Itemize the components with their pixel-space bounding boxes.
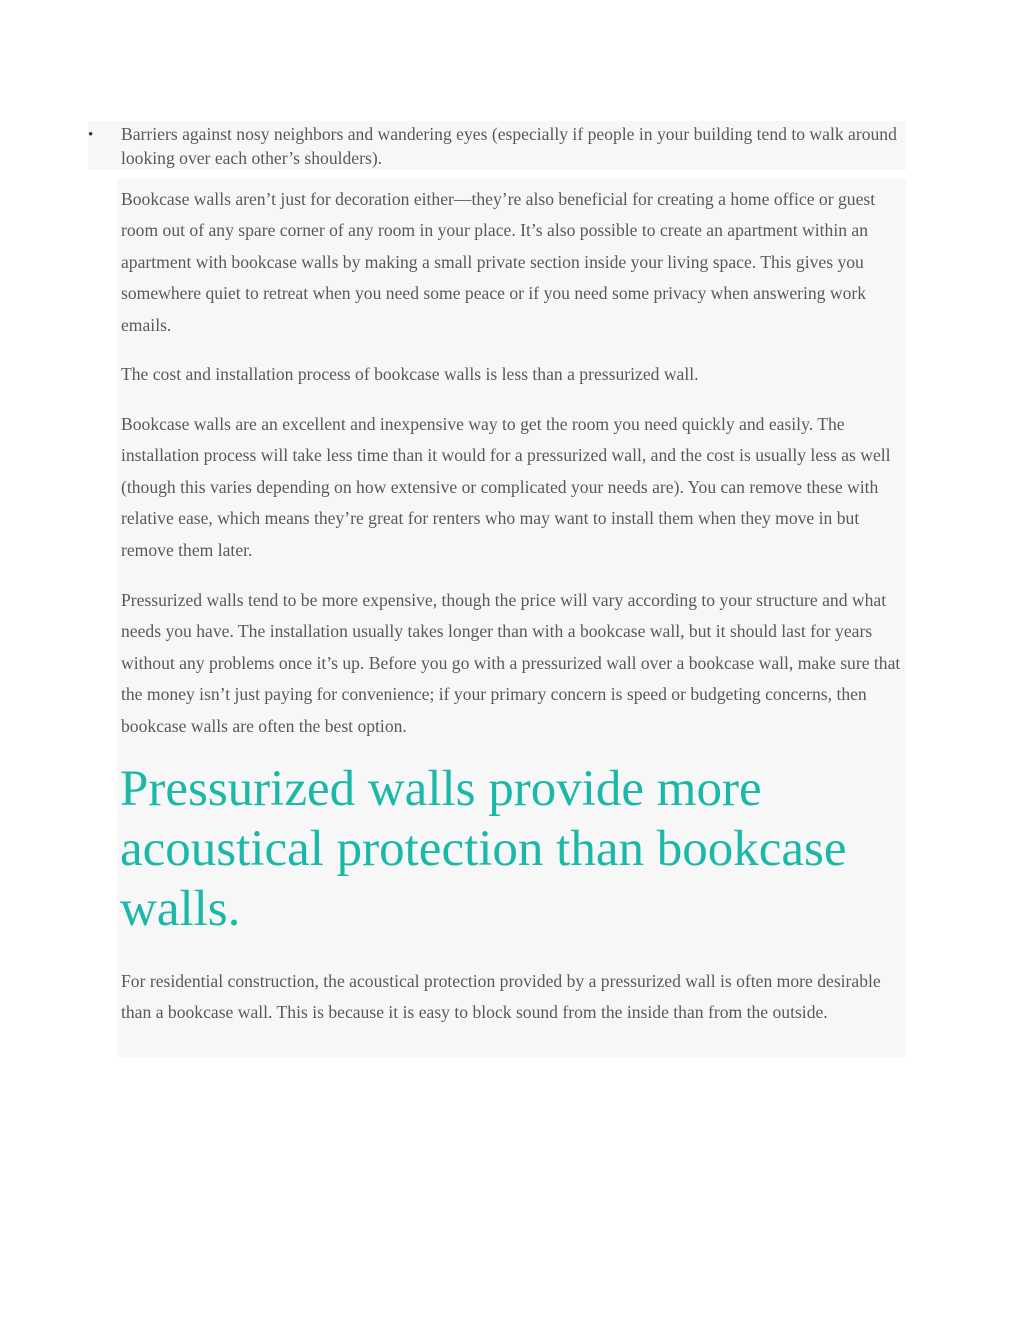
paragraph-acoustical-protection: For residential construction, the acoustical protection provided by a pressurized wall is often more desirable than a bookcase wall. This is because it is easy to block sound from the inside than from the outside. [121,971,881,1023]
paragraph-cost-comparison: The cost and installation process of bookcase walls is less than a pressurized wall. [121,364,699,384]
section-heading: Pressurized walls provide more acoustical protection than bookcase walls. [120,761,847,937]
article-body [117,179,906,1057]
paragraph-bookcase-uses: Bookcase walls aren’t just for decoration either—they’re also beneficial for creating a home office or guest room out of any spare corner of any room in your place. It’s also possible to create an apartment within an apartment with bookcase walls by making a small private section inside your living space. This gives you somewhere quiet to retreat when you need some peace or if you need some privacy when answering work emails. [121,189,876,335]
paragraph-bookcase-installation: Bookcase walls are an excellent and inexpensive way to get the room you need quickly and easily. The installation process will take less time than it would for a pressurized wall, and the cost is usually less as well (though this varies depending on how extensive or complicated your needs are). You can remove these with relative ease, which means they’re great for renters who may want to install them when they move in but remove them later. [121,414,891,560]
bullet-list-item [88,121,906,170]
bullet-marker: • [88,127,94,143]
paragraph-pressurized-cost: Pressurized walls tend to be more expensive, though the price will vary according to your structure and what needs you have. The installation usually takes longer than with a bookcase wall, but it should last for years without any problems once it’s up. Before you go with a pressurized wall over a bookcase wall, make sure that the money isn’t just paying for convenience; if your primary concern is speed or budgeting concerns, then bookcase walls are often the best option. [121,590,901,736]
bullet-text: Barriers against nosy neighbors and wandering eyes (especially if people in your building tend to walk around looking over each other’s shoulders). [121,124,897,168]
